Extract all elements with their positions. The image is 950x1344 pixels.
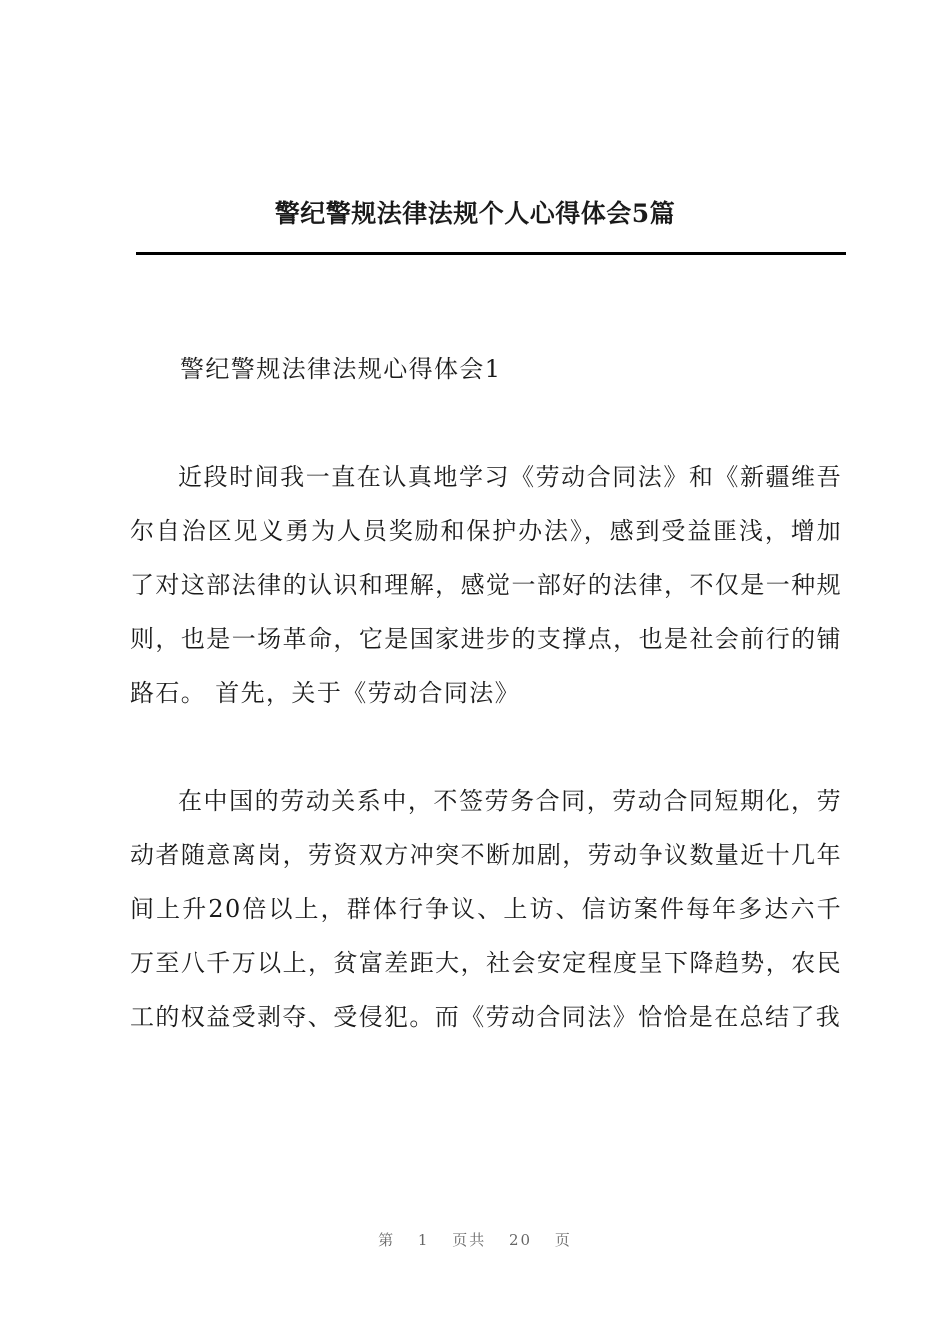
document-body — [130, 342, 842, 1044]
document-title: 警纪警规法律法规个人心得体会5篇 — [274, 199, 676, 228]
footer-total-pages: 20 — [509, 1231, 533, 1249]
section-heading: 警纪警规法律法规心得体会1 — [180, 355, 502, 383]
title-divider — [136, 252, 846, 255]
footer-current-page: 1 — [417, 1231, 430, 1249]
footer-page-suffix: 页 — [554, 1231, 572, 1249]
footer-page-middle: 页共 — [452, 1231, 487, 1249]
page-footer — [0, 1230, 950, 1250]
paragraph-2: 在中国的劳动关系中，不签劳务合同，劳动合同短期化，劳动者随意离岗，劳资双方冲突不断加剧，劳动争议数量近十几年间上升20倍以上，群体行争议、上访、信访案件每年多达六千万至八千万以上，贫富差距大，社会安定程度呈下降趋势，农民工的权益受剥夺、受侵犯。而《劳动合同法》恰恰是在总结了我 — [130, 787, 842, 1031]
paragraph-1: 近段时间我一直在认真地学习《劳动合同法》和《新疆维吾尔自治区见义勇为人员奖励和保护办法》，感到受益匪浅，增加了对这部法律的认识和理解，感觉一部好的法律，不仅是一种规则，也是一场革命，它是国家进步的支撑点，也是社会前行的铺路石。 首先，关于《劳动合同法》 — [130, 463, 842, 707]
footer-page-prefix: 第 — [378, 1231, 396, 1249]
